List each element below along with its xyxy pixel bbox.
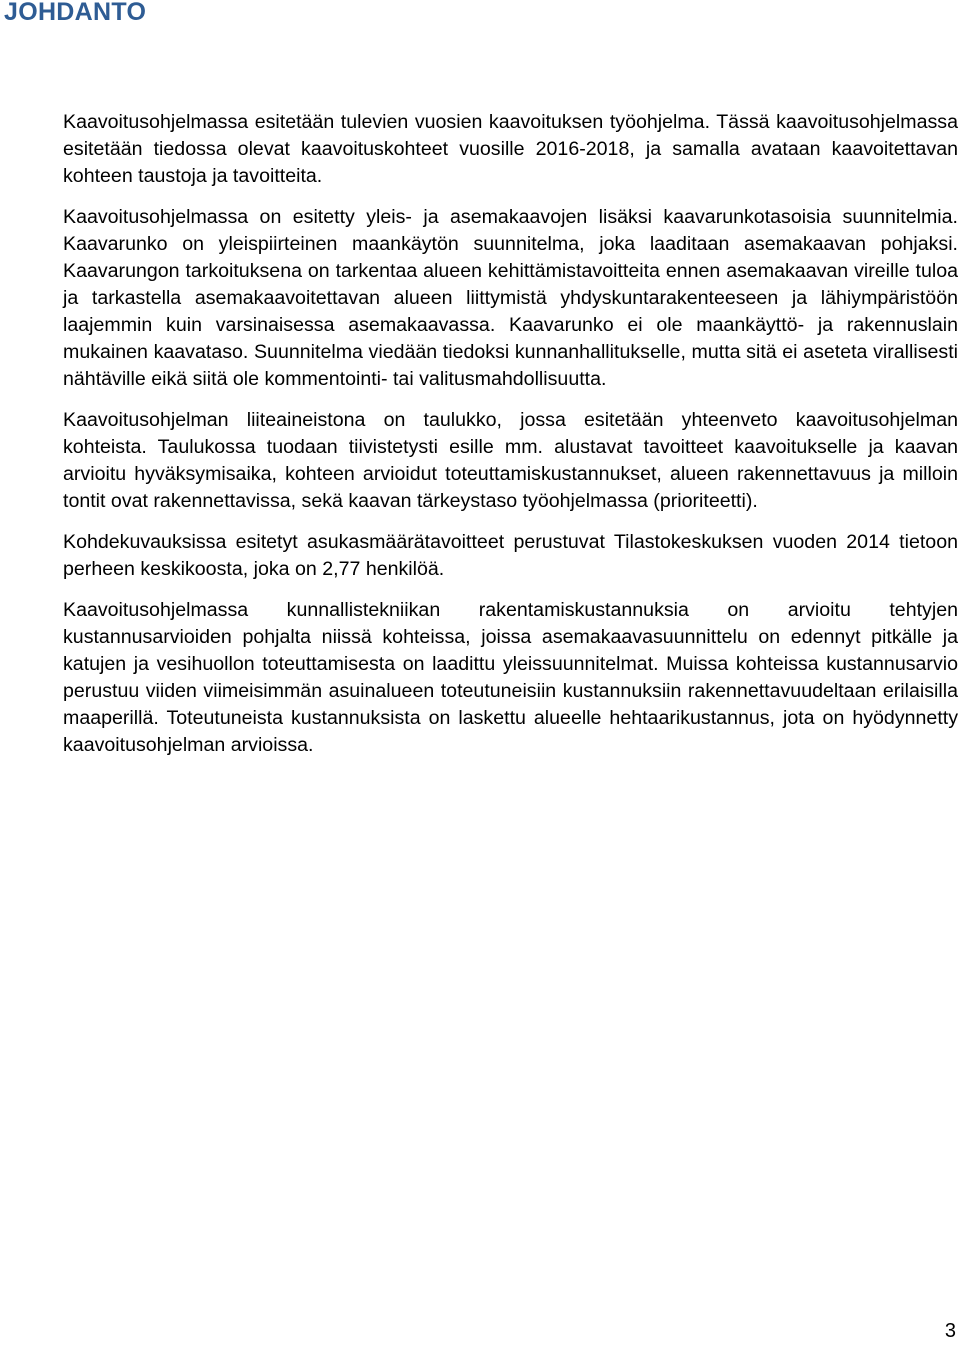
page-title: JOHDANTO bbox=[4, 0, 147, 26]
paragraph-intro: Kaavoitusohjelmassa esitetään tulevien vuosien kaavoituksen työohjelma. Tässä kaavoitusohjelmassa esitetään tiedossa olevat kaavoituskohteet vuosille 2016-2018, ja samalla avataan kaavoitettavan kohteen taustoja ja tavoitteita. bbox=[63, 111, 958, 187]
paragraph-infrastructure-costs: Kaavoitusohjelmassa kunnallistekniikan rakentamiskustannuksia on arvioitu tehtyjen kustannusarvioiden pohjalta niissä kohteissa, joissa asemakaavasuunnittelu on edennyt pitkälle ja katujen ja vesihuollon toteuttamisesta on laadittu yleissuunnitelmat. Muissa kohteissa kustannusarvio perustuu viiden viimeisimmän asuinalueen toteutuneisiin kustannuksiin rakennettavuudeltaan erilaisilla maaperillä. Toteutuneista kustannuksista on laskettu alueelle hehtaarikustannus, jota on hyödynnetty kaavoitusohjelman arvioissa. bbox=[63, 599, 958, 756]
paragraph-appendix-table: Kaavoitusohjelman liiteaineistona on taulukko, jossa esitetään yhteenveto kaavoitusohjelman kohteista. Taulukossa tuodaan tiivistetysti esille mm. alustavat tavoitteet kaavoitukselle ja kaavan arvioitu hyväksymisaika, kohteen arvioidut toteuttamiskustannukset, alueen rakennettavuus ja milloin tontit ovat rakennettavissa, sekä kaavan tärkeystaso työohjelmassa (prioriteetti). bbox=[63, 409, 958, 512]
body-text bbox=[63, 109, 958, 773]
paragraph-resident-targets: Kohdekuvauksissa esitetyt asukasmäärätavoitteet perustuvat Tilastokeskuksen vuoden 2014 tietoon perheen keskikoosta, joka on 2,77 henkilöä. bbox=[63, 531, 958, 580]
paragraph-master-plan: Kaavoitusohjelmassa on esitetty yleis- ja asemakaavojen lisäksi kaavarunkotasoisia suunnitelmia. Kaavarunko on yleispiirteinen maankäytön suunnitelma, joka laaditaan asemakaavan pohjaksi. Kaavarungon tarkoituksena on tarkentaa alueen kehittämistavoitteita ennen asemakaavan vireille tuloa ja tarkastella asemakaavoitettavan alueen liittymistä yhdyskuntarakenteeseen ja lähiympäristöön laajemmin kuin varsinaisessa asemakaavassa. Kaavarunko ei ole maankäyttö- ja rakennuslain mukainen kaavataso. Suunnitelma viedään tiedoksi kunnanhallitukselle, mutta sitä ei aseteta virallisesti nähtäville eikä siitä ole kommentointi- tai valitusmahdollisuutta. bbox=[63, 206, 958, 390]
page-number: 3 bbox=[944, 1320, 956, 1342]
